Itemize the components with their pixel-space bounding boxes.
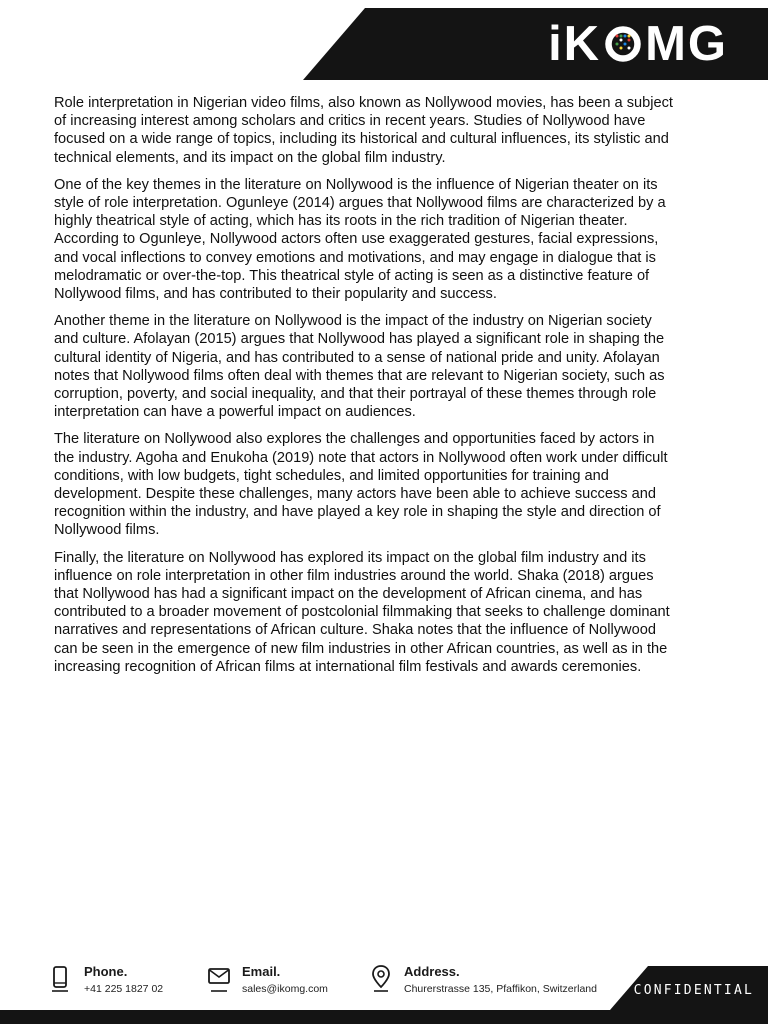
- paragraph-3: Another theme in the literature on Nollywood is the impact of the industry on Nigerian society and culture. Afolayan (2015) argues that Nollywood has played a significant role in shaping the cultural identity of Nigeria, and has contributed to a sense of national pride and unity. Afolayan notes that Nollywood films often deal with themes that are relevant to Nigerian society, such as corruption, poverty, and social inequality, and that their portrayal of these themes through role interpretation can have a powerful impact on audiences.: [54, 313, 665, 421]
- logo-dot: [620, 39, 623, 42]
- logo-dot: [628, 47, 631, 50]
- phone-title: Phone.: [84, 964, 128, 979]
- logo-dot: [624, 35, 627, 38]
- logo-dot: [628, 39, 631, 42]
- logo-dot: [624, 43, 627, 46]
- confidential-label: CONFIDENTIAL: [633, 983, 754, 998]
- phone-value[interactable]: +41 225 1827 02: [84, 983, 164, 995]
- logo-o-mark-icon: [603, 24, 643, 64]
- logo-dot: [628, 35, 631, 38]
- address-title: Address.: [404, 964, 460, 979]
- contact-email: [208, 964, 328, 996]
- paragraph-2: One of the key themes in the literature on Nollywood is the influence of Nigerian theater on its style of role interpretation. Ogunleye (2014) argues that Nollywood films are characterized by a highly theatrical style of acting, which has its roots in the rich tradition of Nigerian theater. According to Ogunleye, Nollywood actors often use exaggerated gestures, facial expressions, and vocal inflections to convey emotions and motivations, and may engage in dialogue that is melodramatic or over-the-top. This theatrical style of acting is seen as a distinctive feature of Nollywood films, and has contributed to their popularity and success.: [54, 176, 666, 303]
- email-title: Email.: [242, 964, 281, 979]
- footer-contacts: [0, 964, 620, 1004]
- paragraph-4: The literature on Nollywood also explores the challenges and opportunities faced by actors in the industry. Agoha and Enukoha (2019) note that actors in Nollywood often work under difficult conditions, with low budgets, tight schedules, and limited opportunities for training and development. Despite these challenges, many actors have been able to achieve success and recognition within the industry, and have played a key role in shaping the style and direction of Nollywood films.: [54, 431, 668, 539]
- logo-dot: [620, 47, 623, 50]
- location-pin-icon: [370, 964, 392, 992]
- document-body: [54, 94, 678, 685]
- bottom-bar: [0, 1010, 768, 1024]
- contact-address: [370, 964, 597, 996]
- logo-dot: [616, 43, 619, 46]
- envelope-icon: [208, 964, 230, 992]
- company-logo: [548, 18, 728, 70]
- logo-dot: [616, 35, 619, 38]
- address-value: Churerstrasse 135, Pfaffikon, Switzerland: [404, 983, 597, 995]
- logo-text-right: MG: [645, 17, 728, 71]
- paragraph-5: Finally, the literature on Nollywood has explored its impact on the global film industry and its influence on role interpretation in other film industries around the world. Shaka (2018) argues that Nollywood has had a significant impact on the development of African cinema, and has contributed to a broader movement of postcolonial filmmaking that seeks to challenge dominant narratives and representations of African culture. Shaka notes that the influence of Nollywood can be seen in the emergence of new film industries in other African countries, as well as in the increasing recognition of African films at international film festivals and awards ceremonies.: [54, 549, 670, 675]
- logo-text-left: iK: [548, 17, 602, 71]
- logo-dot: [620, 35, 623, 38]
- paragraph-1: Role interpretation in Nigerian video films, also known as Nollywood movies, has been a subject of increasing interest among scholars and critics in recent years. Studies of Nollywood have focused on a wide range of topics, including its historical and cultural influences, its stylistic and technical elements, and its impact on the global film industry.: [54, 95, 673, 166]
- contact-phone: [50, 964, 163, 996]
- email-value[interactable]: sales@ikomg.com: [242, 983, 328, 995]
- phone-icon: [50, 964, 72, 992]
